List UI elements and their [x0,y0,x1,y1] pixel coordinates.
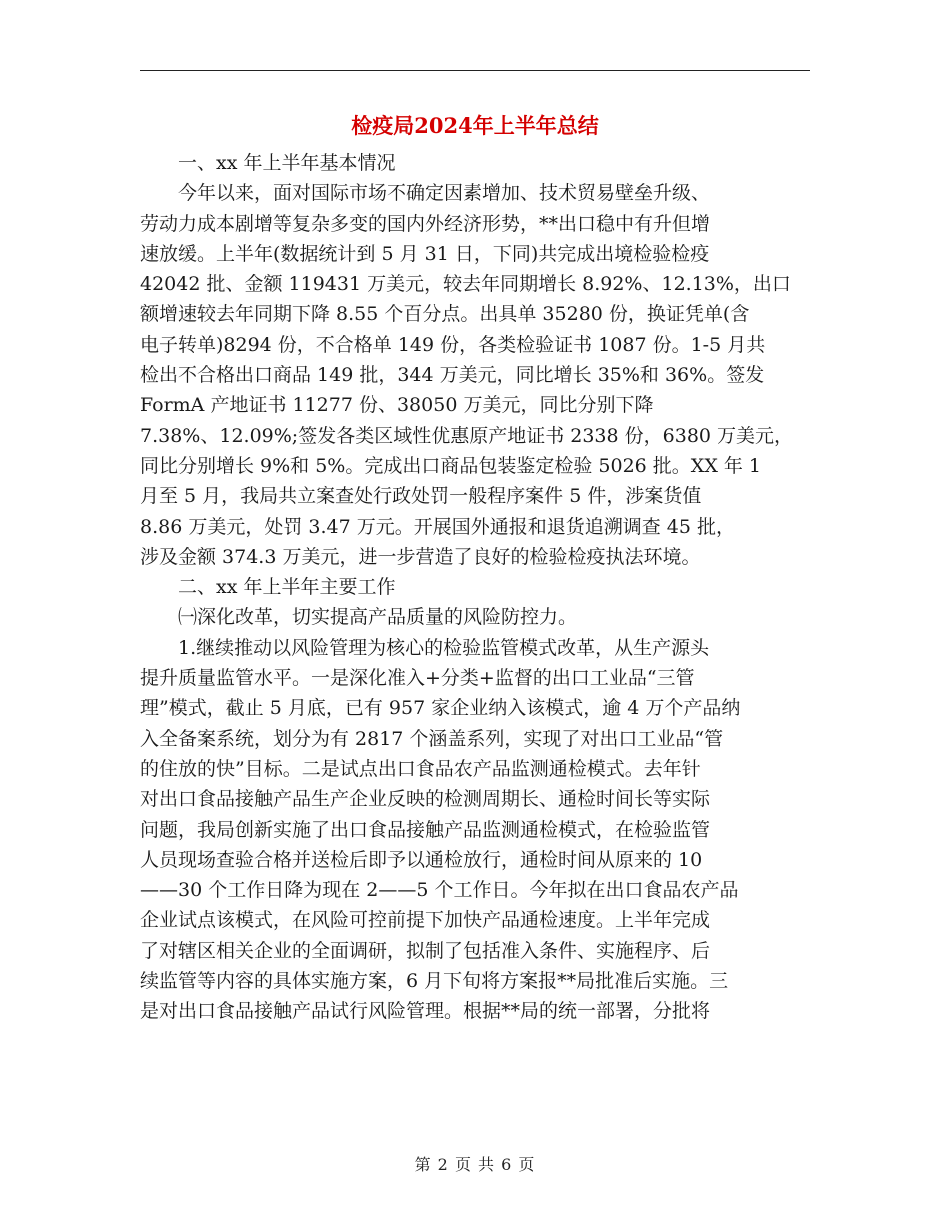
body-line: 续监管等内容的具体实施方案，6 月下旬将方案报**局批准后实施。三 [140,970,729,993]
body-line: 的住放的快”目标。二是试点出口食品农产品监测通检模式。去年针 [140,757,701,780]
body-line: 入全备案系统，划分为有 2817 个涵盖系列，实现了对出口工业品“管 [140,727,724,750]
body-line: 同比分别增长 9%和 5%。完成出口商品包装鉴定检验 5026 批。XX 年 1 [140,454,762,477]
body-line: 1.继续推动以风险管理为核心的检验监管模式改革，从生产源头 [178,636,710,659]
body-line: 企业试点该模式，在风险可控前提下加快产品通检速度。上半年完成 [140,909,711,932]
body-line: 电子转单)8294 份，不合格单 149 份，各类检验证书 1087 份。1-5 月共 [140,333,766,356]
body-line: 二、xx 年上半年主要工作 [178,576,396,599]
page-footer: 第 2 页 共 6 页 [414,1155,536,1174]
document-body [140,148,820,1027]
body-line: 问题，我局创新实施了出口食品接触产品监测通检模式，在检验监管 [140,818,711,841]
body-line: 今年以来，面对国际市场不确定因素增加、技术贸易壁垒升级、 [178,182,711,205]
body-line: 7.38%、12.09%;签发各类区域性优惠原产地证书 2338 份，6380 万美元， [140,424,794,447]
header-rule [140,70,810,71]
body-line: 是对出口食品接触产品试行风险管理。根据**局的统一部署，分批将 [140,1000,711,1023]
body-line: 涉及金额 374.3 万美元，进一步营造了良好的检验检疫执法环境。 [140,545,701,568]
body-line: 劳动力成本剧增等复杂多变的国内外经济形势，**出口稳中有升但增 [140,212,711,235]
body-line: 检出不合格出口商品 149 批，344 万美元，同比增长 35%和 36%。签发 [140,364,765,387]
body-line: 人员现场查验合格并送检后即予以通检放行，通检时间从原来的 10 [140,848,703,871]
body-line: 8.86 万美元，处罚 3.47 万元。开展国外通报和退货追溯调查 45 批， [140,515,735,538]
body-line: 了对辖区相关企业的全面调研，拟制了包括准入条件、实施程序、后 [140,939,711,962]
body-line: 提升质量监管水平。一是深化准入+分类+监督的出口工业品“三管 [140,667,695,690]
body-line: ㈠深化改革，切实提高产品质量的风险防控力。 [178,606,578,629]
body-line: 对出口食品接触产品生产企业反映的检测周期长、通检时间长等实际 [140,788,711,811]
body-line: 速放缓。上半年(数据统计到 5 月 31 日，下同)共完成出境检验检疫 [140,242,710,265]
body-line: 一、xx 年上半年基本情况 [178,152,396,174]
body-line: ——30 个工作日降为现在 2——5 个工作日。今年拟在出口食品农产品 [140,879,739,902]
body-line: 额增速较去年同期下降 8.55 个百分点。出具单 35280 份，换证凭单(含 [140,303,750,326]
body-line: FormA 产地证书 11277 份、38050 万美元，同比分别下降 [140,394,654,417]
body-line: 月至 5 月，我局共立案查处行政处罚一般程序案件 5 件，涉案货值 [140,485,702,508]
body-line: 理”模式，截止 5 月底，已有 957 家企业纳入该模式，逾 4 万个产品纳 [140,697,741,720]
document-title: 检疫局2024年上半年总结 [351,113,599,138]
body-line: 42042 批、金额 119431 万美元，较去年同期增长 8.92%、12.13%，出口 [140,273,791,296]
